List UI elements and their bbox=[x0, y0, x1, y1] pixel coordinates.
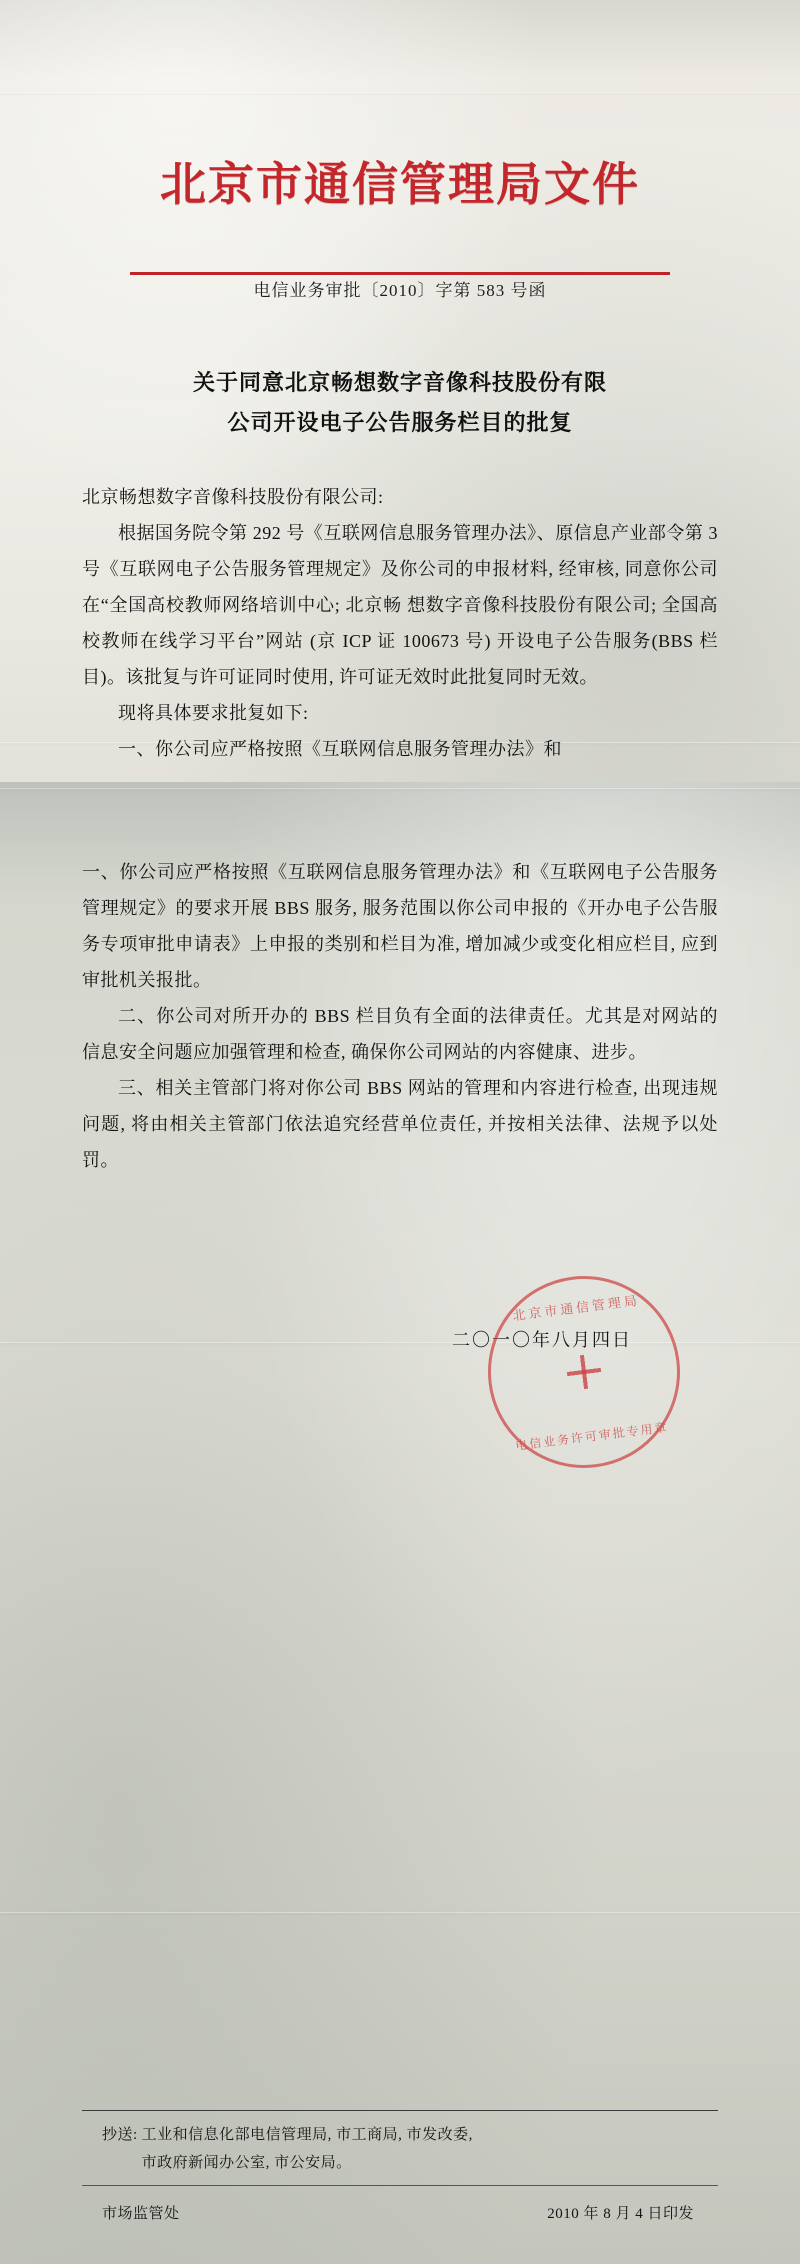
document-addressee: 北京畅想数字音像科技股份有限公司: bbox=[82, 487, 384, 507]
body-paragraph-3: 一、你公司应严格按照《互联网信息服务管理办法》和《互联网电子公告服务管理规定》的要求开展 BBS 服务, 服务范围以你公司申报的《开办电子公告服务专项审批申请表》上申报的类别和栏目为准, 增加减少或变化相应栏目, 应到审批机关报批。 bbox=[82, 862, 718, 990]
footer-cc-line-1: 工业和信息化部电信管理局, 市工商局, 市发改委, bbox=[141, 2127, 473, 2143]
signature-block bbox=[82, 1293, 718, 1453]
seal-text-top: 北京市通信管理局 bbox=[511, 1293, 641, 1325]
body-paragraph-1: 根据国务院令第 292 号《互联网信息服务管理办法》、原信息产业部令第 3 号《互联网电子公告服务管理规定》及你公司的申报材料, 经审核, 同意你公司在“全国高校教师网络培训中心; 北京畅 想数字音像科技股份有限公司; 全国高校教师在线学习平台”网站 (京 ICP 证 100673 号) 开设电子公告服务(BBS 栏目)。该批复与许可证同时使用, 许可证无效时此批复同时无效。 bbox=[82, 523, 718, 687]
body-paragraph-2: 现将具体要求批复如下: bbox=[118, 703, 309, 723]
paper-crease bbox=[0, 1912, 800, 1913]
footer-divider-top bbox=[82, 2110, 718, 2111]
paper-crease bbox=[0, 788, 800, 789]
body-paragraph-5: 三、相关主管部门将对你公司 BBS 网站的管理和内容进行检查, 出现违规问题, 将由相关主管部门依法追究经营单位责任, 并按相关法律、法规予以处罚。 bbox=[82, 1078, 718, 1170]
document-number: 电信业务审批〔2010〕字第 583 号函 bbox=[253, 281, 547, 300]
document-body-continued bbox=[82, 854, 718, 1453]
subject-line-2: 公司开设电子公告服务栏目的批复 bbox=[227, 410, 573, 435]
seal-text-bottom: 电信业务许可审批专用章 bbox=[514, 1420, 670, 1453]
footer-cc-label: 抄送: bbox=[102, 2127, 138, 2143]
document-sheet-bottom bbox=[0, 782, 800, 2264]
document-sheet-top bbox=[0, 0, 800, 782]
document-header-body bbox=[82, 0, 718, 767]
document-footer bbox=[82, 2110, 718, 2228]
body-paragraph-bridge: 一、你公司应严格按照《互联网信息服务管理办法》和 bbox=[118, 739, 562, 759]
official-seal-stamp bbox=[477, 1265, 691, 1479]
footer-divider-bottom bbox=[82, 2185, 718, 2186]
footer-cc-line-2: 市政府新闻办公室, 市公安局。 bbox=[141, 2155, 352, 2171]
red-divider-rule bbox=[130, 272, 670, 275]
subject-line-1: 关于同意北京畅想数字音像科技股份有限 bbox=[192, 370, 607, 395]
footer-issue-date: 2010 年 8 月 4 日印发 bbox=[547, 2206, 694, 2222]
document-title: 北京市通信管理局文件 bbox=[160, 157, 640, 211]
footer-issue-row bbox=[82, 2196, 718, 2228]
document-subject bbox=[82, 363, 718, 443]
footer-issuer: 市场监管处 bbox=[102, 2206, 180, 2222]
footer-cc-row bbox=[82, 2121, 718, 2177]
body-paragraph-4: 二、你公司对所开办的 BBS 栏目负有全面的法律责任。尤其是对网站的信息安全问题应加强管理和检查, 确保你公司网站的内容健康、进步。 bbox=[82, 1006, 718, 1062]
signature-date: 二〇一〇年八月四日 bbox=[452, 1330, 632, 1350]
footer-cc-text bbox=[138, 2121, 473, 2177]
